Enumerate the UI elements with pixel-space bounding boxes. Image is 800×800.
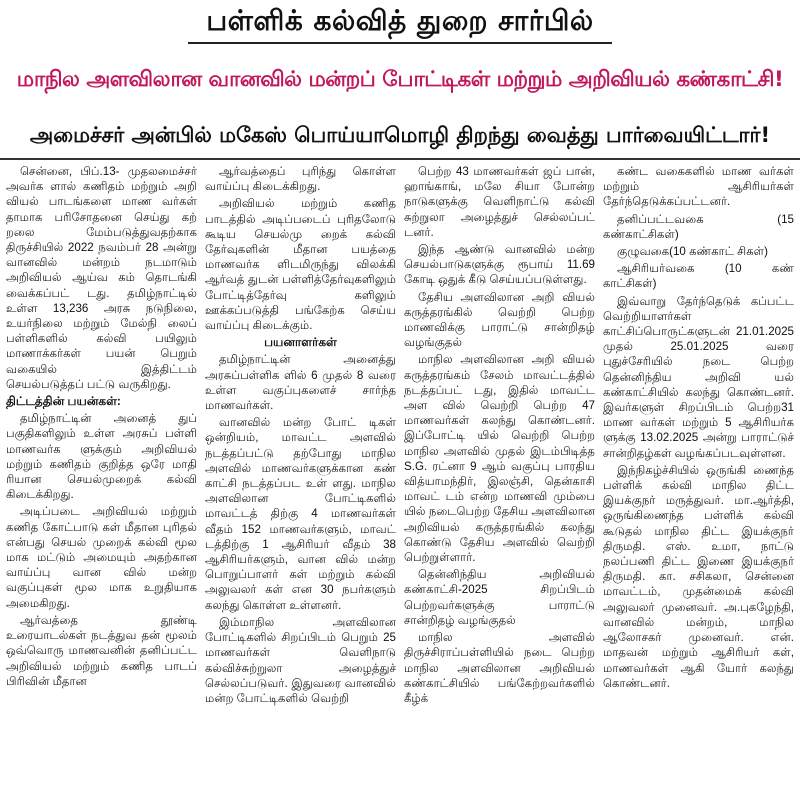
paragraph: அடிப்படை அறிவியல் மற்றும் கணித கோட்பாடு கள் மீதான புரிதல் என்பது செயல் முறைக் கல்வி மூல மாக மட்டும் அமையும் அதற்கான வாய்ப்பு வான வில் மன்ற வகுப்புகள் மூல மாக உறுதியாக அமைகிறது. bbox=[6, 505, 197, 610]
paragraph: தமிழ்நாட்டின் அனைத்து அரசுப்பள்ளிக ளில் 6 முதல் 8 வரை உள்ள வகுப்புகளைச் சார்ந்த மாணவர்கள். bbox=[205, 353, 396, 413]
paragraph: சென்னை, பிப்.13- முதலமைச்சர் அவர்க ளால் கணிதம் மற்றும் அறி வியல் பாடங்களை மாண வர்கள் தாமாக பரிசோதனை செய்து கற் றலை மேம்படுத்துவதற்காக திருச்சியில் 2022 நவம்பர் 28 அன்று வானவில் மன்றம் நடமாடும் அறிவியல் ஆய்வ கம் தொடங்கி வைக்கப்பட் டது. தமிழ்நாட்டில் உள்ள 13,236 அரசு நடுநிலை, உயர்நிலை மற்றும் மேல்நி லைப் பள்ளிகளில் கல்வி பயிலும் மாணாக்கர்கள் பயன் பெறும் வகையில் இத்திட்டம் செயல்படுத்தப் பட்டு வருகிறது. bbox=[6, 165, 197, 391]
paragraph: வானவில் மன்ற போட் டிகள் ஒன்றியம், மாவட்ட அளவில் நடத்தப்பட்டு தற்போது மாநில அளவில் மாணவர்களுக்கான கண் காட்சி நடத்தப்பட உள் ளது. மாநில அளவிலான போட்டிகளில் மாவட்டத் திற்கு 4 மாணவர்கள் வீதம் 152 மாணவர்களும், மாவட் டத்திற்கு 1 ஆசிரியர் வீதம் 38 ஆசிரியர்களும், வான வில் மன்ற பொறுப்பாளர் கள் மற்றும் கல்வி அலுவலர் கள் என 30 நபர்களும் கலந்து கொள்ள உள்ளனர். bbox=[205, 416, 396, 612]
headline-banner bbox=[6, 50, 794, 112]
article-column-4 bbox=[603, 164, 794, 796]
paragraph: ஆர்வத்தைப் புரிந்து கொள்ள வாய்ப்பு கிடைக்கிறது. bbox=[205, 165, 396, 194]
divider bbox=[0, 158, 800, 160]
article-column-2 bbox=[205, 164, 396, 796]
paragraph: மாநில அளவிலான அறி வியல் கருத்தரங்கம் சேலம் மாவட்டத்தில் நடத்தப்பட் டது, இதில் மாவட்ட அள வில் வெற்றி பெற்ற 47 மாணவர்கள் கலந்து கொண்டனர். இப்போட்டி யில் வெற்றி பெற்ற மாநில அளவில் முதல் இடம்பிடித்த S.G. ரட்னா 9 ஆம் வகுப்பு பாரதிய வித்யாமந்திர், இலஞ்சி, தென்காசி மாவட் டம் என்ற மாணவி மும்பை யில் நடைபெற்ற தேசிய அளவிலான அறிவியல் கருத்தரங்கில் கலந்து கொண்டு தேசிய அளவில் வெற்றி பெற்றுள்ளார். bbox=[404, 353, 595, 565]
paragraph: தமிழ்நாட்டின் அனைத் துப் பகுதிகளிலும் உள்ள அரசுப் பள்ளி மாணவர்க ளுக்கும் அறிவியல் மற்றும் கணிதம் குறித்த ஒரே மாதி ரியான செயல்முறைக் கல்வி கிடைக்கிறது. bbox=[6, 412, 197, 502]
article-column-1 bbox=[6, 164, 197, 796]
headline-text: மாநில அளவிலான வானவில் மன்றப் போட்டிகள் மற்றும் அறிவியல் கண்காட்சி! bbox=[16, 67, 784, 92]
paragraph: பெற்ற 43 மாணவர்கள் ஜப் பான், ஹாங்காங், மலே சியா போன்ற நாடுகளுக்கு வெளிநாட்டு கல்வி சுற்றுலா அழைத்துச் செல்லப்பட் டனர். bbox=[404, 165, 595, 239]
paragraph: ஆசிரியர்வகை (10 கண் காட்சிகள்) bbox=[603, 262, 794, 291]
paragraph: அறிவியல் மற்றும் கணித பாடத்தில் அடிப்படைப் புரிதலோடு கூடிய செயல்மு றைக் கல்வி தேர்வுகளின் மீதான பயத்தை மாணவர்க ளிடமிருந்து விலக்கி ஆர்வத் துடன் பள்ளித்தேர்வுகளிலும் போட்டித்தேர்வு களிலும் ஊக்கப்படுத்தி பங்கேற்க செய்ய வாய்ப்பு கிடைக்கும். bbox=[205, 197, 396, 333]
paragraph: இந்நிகழ்ச்சியில் ஒருங்கி ணைந்த பள்ளிக் கல்வி மாநில திட்ட இயக்குநர் மருத்துவர். மா.ஆர்த்தி, ஒருங்கிணைந்த பள்ளிக் கல்வி கூடுதல் மாநில திட்ட இயக்குநர் திருமதி. எஸ். உமா, நாட்டு நலப்பணி திட்ட இணை இயக்குநர் திருமதி. கா. சசிகலா, சென்னை மாவட்டம், முதன்மைக் கல்வி அலுவலர் முனைவர். அ.புகழேந்தி, வானவில் மன்றம், மாநில ஆலோசகர் முனைவர். என். மாதவன் மற்றும் ஆசிரியர் கள், மாணவர்கள் ஆகி யோர் கலந்து கொண்டனர். bbox=[603, 463, 794, 690]
article-column-3 bbox=[404, 164, 595, 796]
paragraph: தேசிய அளவிலான அறி வியல் கருத்தரங்கில் வெற்றி பெற்ற மாணவிக்கு பாராட்டு சான்றிதழ் வழங்குதல் bbox=[404, 290, 595, 350]
paragraph: மாநில அளவில் திருச்சிராப்பள்ளியில் நடை பெற்ற மாநில அளவிலான அறிவியல் கண்காட்சியில் பங்கேற்றவர்களில் கீழ்க் bbox=[404, 631, 595, 705]
subheadline bbox=[0, 116, 800, 156]
paragraph: ஆர்வத்தை தூண்டி உரையாடல்கள் நடத்துவ தன் மூலம் ஒவ்வொரு மாணவனின் தனிப்பட்ட அறிவியல் மற்றும் கணித பாடப் பிரிவின் மீதான bbox=[6, 613, 197, 688]
subheadline-text: அமைச்சர் அன்பில் மகேஸ் பொய்யாமொழி திறந்து வைத்து பார்வையிட்டார்! bbox=[29, 123, 771, 147]
kicker-text: பள்ளிக் கல்வித் துறை சார்பில் bbox=[188, 0, 611, 44]
paragraph: கண்ட வகைகளில் மாண வர்கள் மற்றும் ஆசிரியர்கள் தேர்ந்தெடுக்கப்பட்டனர். bbox=[603, 165, 794, 209]
paragraph: குழுவகை(10 கண்காட் சிகள்) bbox=[617, 245, 768, 259]
paragraph: தென்னிந்திய அறிவியல் கண்காட்சி-2025 சிறப்பிடம் பெற்றவர்களுக்கு பாராட்டு சான்றிதழ் வழங்குதல் bbox=[404, 568, 595, 627]
article-body bbox=[6, 164, 794, 796]
paragraph: இந்த ஆண்டு வானவில் மன்ற செயல்பாடுகளுக்கு ரூபாய் 11.69 கோடி ஒதுக் கீடு செய்யப்படுள்ளது. bbox=[404, 243, 595, 287]
kicker-banner bbox=[0, 0, 800, 46]
section-heading: பயனாளர்கள் bbox=[264, 335, 337, 350]
section-heading: திட்டத்தின் பயன்கள்: bbox=[6, 394, 121, 409]
paragraph: இம்மாநில அளவிலான போட்டிகளில் சிறப்பிடம் பெறும் 25 மாணவர்கள் வெளிநாடு கல்விச்சுற்றுலா அழைத்துச் செல்லப்படுவர். இதுவரை வானவில் மன்ற போட்டிகளில் வெற்றி bbox=[205, 615, 396, 705]
paragraph: தனிப்பட்டவகை (15 கண்காட்சிகள்) bbox=[603, 212, 794, 241]
paragraph: இவ்வாறு தேர்ந்தெடுக் கப்பட்ட வெற்றியாளர்கள் காட்சிப்பொருட்களுடன் 21.01.2025 முதல் 25.01.2025 வரை புதுச்சேரியில் நடை பெற்ற தென்னிந்திய அறிவி யல் கண்காட்சியில் கலந்து கொண்டனர். இவர்களுள் சிறப்பிடம் பெற்ற31 மாண வர்கள் மற்றும் 5 ஆசிரியர்க ளுக்கு 13.02.2025 அன்று பாராட்டுச் சான்றிதழ்கள் வழங்கப்படவுள்ளன. bbox=[603, 294, 794, 460]
